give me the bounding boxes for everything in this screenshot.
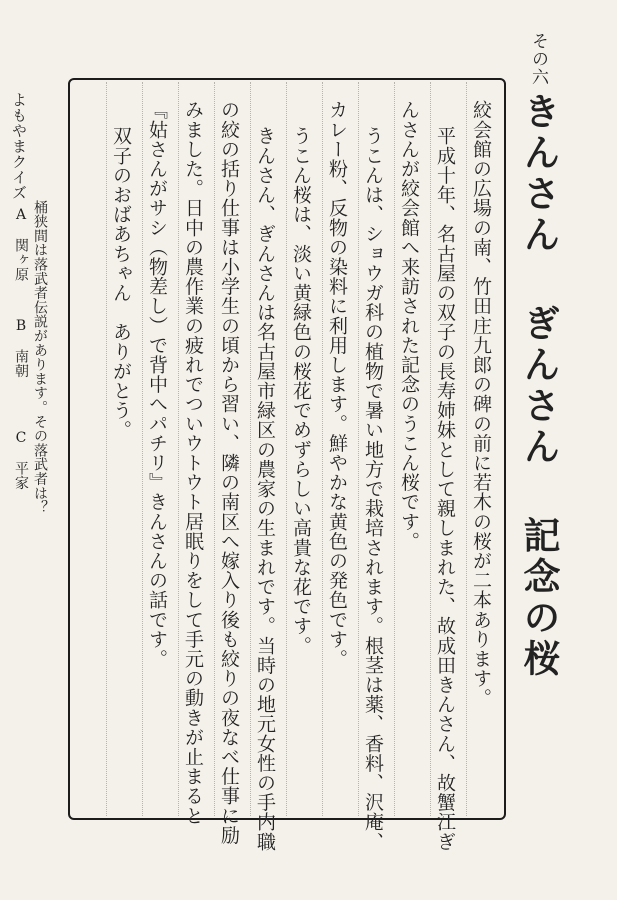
column-rule bbox=[394, 82, 395, 816]
body-line: んさんが絞会館へ来訪された記念のうこん桜です。 bbox=[398, 100, 420, 551]
body-line: みました。日中の農作業の疲れでついウトウト居眠りをして手元の動きが止まると bbox=[182, 100, 204, 826]
quiz-choice-a bbox=[14, 207, 28, 282]
body-line: うこん桜は、淡い黄緑色の桜花でめずらしい高貴な花です。 bbox=[290, 126, 312, 656]
quiz-choice-c bbox=[14, 430, 28, 490]
body-line: 『姑さんがサシ（物差し）で背中へパチリ』きんさんの話です。 bbox=[146, 100, 168, 669]
choice-text: 平家 bbox=[13, 461, 29, 490]
quiz-heading: よもやまクイズ bbox=[10, 92, 28, 201]
column-rule bbox=[286, 82, 287, 816]
column-rule bbox=[142, 82, 143, 816]
body-line: カレー粉、反物の染料に利用します。鮮やかな黄色の発色です。 bbox=[326, 100, 348, 669]
page-title: きんさん ぎんさん 記念の桜 bbox=[517, 92, 561, 680]
column-rule bbox=[106, 82, 107, 816]
body-line: きんさん、ぎんさんは名古屋市緑区の農家の生まれです。当時の地元女性の手内職 bbox=[254, 126, 276, 852]
quiz-choice-b bbox=[14, 318, 28, 378]
choice-letter: A bbox=[13, 207, 29, 224]
column-rule bbox=[178, 82, 179, 816]
body-line: の絞の括り仕事は小学生の頃から習い、隣の南区へ嫁入り後も絞りの夜なべ仕事に励 bbox=[218, 100, 240, 845]
choice-text: 関ヶ原 bbox=[13, 238, 29, 282]
body-line: 平成十年、名古屋の双子の長寿姉妹として親しまれた、故成田きんさん、故蟹江ぎ bbox=[434, 126, 456, 852]
quiz-question: 桶狭間は落武者伝説があります。その落武者は？ bbox=[32, 200, 48, 515]
body-line: 絞会館の広場の南、竹田庄九郎の碑の前に若木の桜が二本あります。 bbox=[470, 100, 492, 708]
column-rule bbox=[214, 82, 215, 816]
choice-letter: C bbox=[13, 430, 29, 447]
column-rule bbox=[466, 82, 467, 816]
choice-text: 南朝 bbox=[13, 349, 29, 378]
series-number: その六 bbox=[528, 32, 548, 86]
body-line: うこんは、ショウガ科の植物で暑い地方で栽培されます。根茎は薬、香料、沢庵、 bbox=[362, 126, 384, 852]
body-line: 双子のおばあちゃん ありがとう。 bbox=[110, 126, 132, 440]
column-rule bbox=[322, 82, 323, 816]
column-rule bbox=[430, 82, 431, 816]
choice-letter: B bbox=[13, 318, 29, 335]
column-rule bbox=[250, 82, 251, 816]
column-rule bbox=[358, 82, 359, 816]
